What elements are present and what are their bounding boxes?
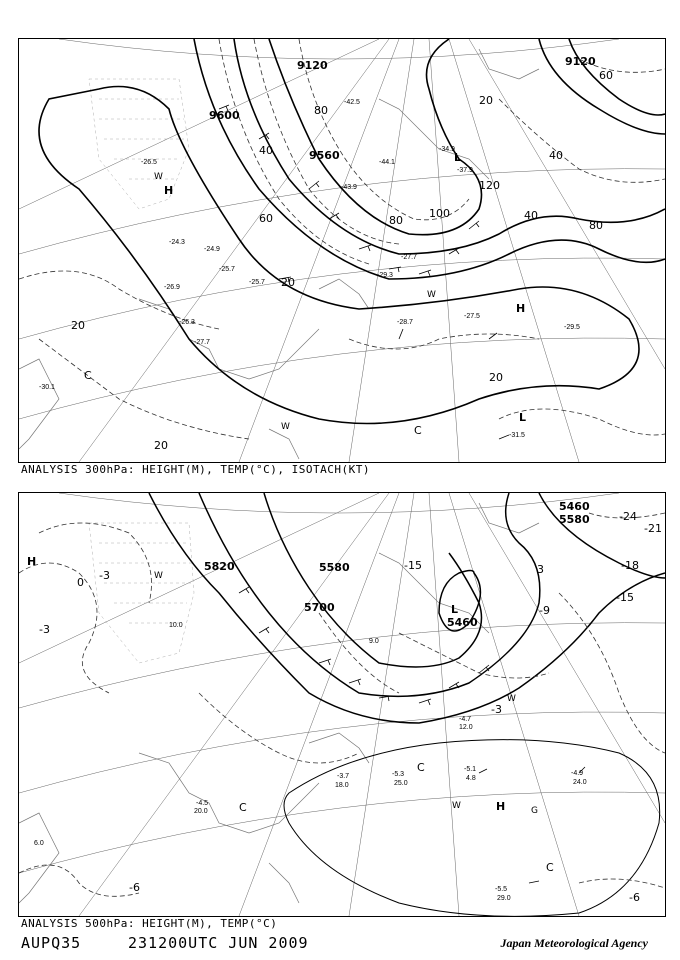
cold-label: C xyxy=(546,861,554,874)
station-value: 6.0 xyxy=(34,840,44,847)
warm-label: W xyxy=(154,172,163,182)
temp-label: -15 xyxy=(616,591,634,604)
isotach-label: 40 xyxy=(524,209,538,222)
station-value: 25.0 xyxy=(394,780,408,787)
map-500hpa-canvas xyxy=(19,493,665,916)
temp-label: 3 xyxy=(537,563,544,576)
temp-label: -37.9 xyxy=(457,167,473,174)
temp-label: -3 xyxy=(491,703,502,716)
isotach-label: 100 xyxy=(429,207,450,220)
high-pressure-label: H xyxy=(27,555,37,568)
map-500hpa xyxy=(18,492,666,917)
temp-label: -21 xyxy=(644,522,662,535)
height-label: 5580 xyxy=(559,513,590,526)
height-label: 5460 xyxy=(447,616,478,629)
temp-label: -5.3 xyxy=(392,771,405,778)
station-value: 29.0 xyxy=(497,895,511,902)
temp-label: -42.5 xyxy=(344,99,360,106)
height-label: 5700 xyxy=(304,601,335,614)
temperature-labels xyxy=(39,510,662,904)
station-value: 4.8 xyxy=(466,775,476,782)
temp-label: -3 xyxy=(99,569,110,582)
isotach-label: 40 xyxy=(259,144,273,157)
isotach-label: 60 xyxy=(259,212,273,225)
isotach-label: 80 xyxy=(389,214,403,227)
isotach-label: 40 xyxy=(549,149,563,162)
temp-label: -24.9 xyxy=(204,246,220,253)
cold-label: C xyxy=(84,369,92,382)
isotach-label: 20 xyxy=(489,371,503,384)
height-labels xyxy=(27,500,590,874)
isotach-label: 20 xyxy=(154,439,168,452)
graticule xyxy=(19,39,665,462)
warm-label: W xyxy=(507,694,516,704)
map-300hpa-canvas xyxy=(19,39,665,462)
height-label: 5820 xyxy=(204,560,235,573)
coastline xyxy=(19,49,539,459)
temp-label: -5.5 xyxy=(495,886,508,893)
temp-label: -27.7 xyxy=(194,339,210,346)
high-pressure-label: H xyxy=(516,302,526,315)
station-labels xyxy=(34,622,587,902)
map-300hpa xyxy=(18,38,666,463)
isotach-contours xyxy=(19,39,665,439)
temp-label: -34.9 xyxy=(439,146,455,153)
temp-label: -29.5 xyxy=(564,324,580,331)
warm-label: W xyxy=(427,290,436,300)
height-contours xyxy=(149,493,665,916)
warm-label: W xyxy=(154,571,163,581)
height-label: 5580 xyxy=(319,561,350,574)
temp-label: -43.9 xyxy=(341,184,357,191)
temp-label: -26.9 xyxy=(164,284,180,291)
station-value: 18.0 xyxy=(335,782,349,789)
temp-label: -29.3 xyxy=(377,272,393,279)
g-label: G xyxy=(531,806,538,816)
valid-time: 231200UTC JUN 2009 xyxy=(128,934,309,952)
temp-label: -4.5 xyxy=(196,800,209,807)
isotach-label: 20 xyxy=(281,276,295,289)
temp-label: -24.3 xyxy=(169,239,185,246)
isotach-label: 80 xyxy=(589,219,603,232)
height-labels xyxy=(84,55,596,437)
temp-label: -27.7 xyxy=(401,254,417,261)
temp-label: -18 xyxy=(621,559,639,572)
agency-name: Japan Meteorological Agency xyxy=(500,936,648,950)
low-pressure-label: L xyxy=(454,151,462,164)
station-value: 9.0 xyxy=(369,638,379,645)
height-contours xyxy=(39,39,665,424)
temp-label: -15 xyxy=(404,559,422,572)
temp-label: 0 xyxy=(77,576,84,589)
temp-label: -4.9 xyxy=(571,770,584,777)
map-500hpa-caption: ANALYSIS 500hPa: HEIGHT(M), TEMP(°C) xyxy=(21,917,278,930)
height-label: 9560 xyxy=(309,149,340,162)
temp-label: -26.5 xyxy=(141,159,157,166)
isotach-label: 20 xyxy=(479,94,493,107)
temp-label: -3 xyxy=(39,623,50,636)
temp-label: -25.7 xyxy=(249,279,265,286)
isotach-label: 20 xyxy=(71,319,85,332)
temp-label: -3.7 xyxy=(337,773,350,780)
station-value: 24.0 xyxy=(573,779,587,786)
station-value: 12.0 xyxy=(459,724,473,731)
isotach-label: 80 xyxy=(314,104,328,117)
hatched-region xyxy=(89,79,189,209)
map-300hpa-caption: ANALYSIS 300hPa: HEIGHT(M), TEMP(°C), ISOTACH(KT) xyxy=(21,463,371,476)
high-pressure-label: H xyxy=(164,184,174,197)
height-label: 9600 xyxy=(209,109,240,122)
chart-code: AUPQ35 xyxy=(21,934,82,952)
station-value: 10.0 xyxy=(169,622,183,629)
warm-label: W xyxy=(452,801,461,811)
isotach-label: 60 xyxy=(599,69,613,82)
temp-label: -28.7 xyxy=(397,319,413,326)
temp-label: -31.5 xyxy=(509,432,525,439)
temp-label: -4.7 xyxy=(459,716,472,723)
temp-label: -25.7 xyxy=(219,266,235,273)
temp-label: -26.3 xyxy=(179,319,195,326)
cold-label: C xyxy=(417,761,425,774)
temp-label: -44.1 xyxy=(379,159,395,166)
low-pressure-label: L xyxy=(451,603,459,616)
temp-label: -6 xyxy=(629,891,640,904)
temp-label: -9 xyxy=(539,604,550,617)
temp-label: -27.5 xyxy=(464,313,480,320)
station-value: 20.0 xyxy=(194,808,208,815)
isotach-label: 120 xyxy=(479,179,500,192)
high-pressure-label: H xyxy=(496,800,506,813)
isotach-labels xyxy=(71,69,613,452)
warm-label: W xyxy=(281,422,290,432)
low-pressure-label: L xyxy=(519,411,527,424)
wind-barbs xyxy=(239,587,585,883)
height-label: 9120 xyxy=(297,59,328,72)
cold-label: C xyxy=(239,801,247,814)
temp-label: -6 xyxy=(129,881,140,894)
graticule xyxy=(19,493,665,916)
cold-label: C xyxy=(414,424,422,437)
temp-label: -24 xyxy=(619,510,637,523)
coastline xyxy=(19,503,539,903)
temp-label: -30.1 xyxy=(39,384,55,391)
height-label: 9120 xyxy=(565,55,596,68)
height-label: 5460 xyxy=(559,500,590,513)
temp-label: -5.1 xyxy=(464,766,477,773)
